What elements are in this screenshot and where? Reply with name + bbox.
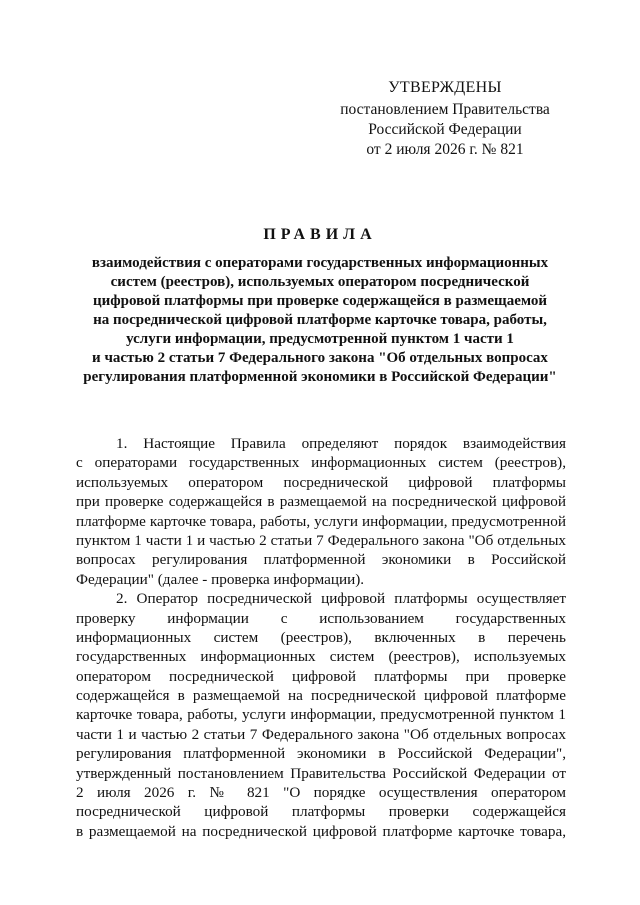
paragraph-line: проверку информации с использованием государственных: [76, 609, 566, 627]
paragraph-line: карточке товара, работы, услуги информации, предусмотренной пунктом 1: [76, 706, 566, 724]
paragraph-line: содержащейся в размещаемой на посреднической цифровой платформе: [76, 687, 566, 705]
paragraph-line: регулирования платформенной экономики в Российской Федерации",: [76, 745, 566, 763]
paragraph-line: с операторами государственных информационных систем (реестров),: [76, 454, 566, 472]
paragraph-line: оператором посреднической цифровой платформы при проверке: [76, 667, 566, 685]
paragraph-line: государственных информационных систем (реестров), используемых: [76, 648, 566, 666]
document-title: ПРАВИЛА: [263, 226, 377, 243]
subtitle-line: взаимодействия с операторами государственных информационных: [91, 255, 549, 271]
paragraph-line: информационных систем (реестров), включенных в перечень: [76, 628, 566, 646]
subtitle-line: и частью 2 статьи 7 Федерального закона "Об отдельных вопросах: [92, 350, 548, 366]
paragraph-line: посреднической цифровой платформы проверки содержащейся: [76, 803, 566, 821]
approval-line-3: от 2 июля 2026 г. № 821: [366, 141, 524, 158]
paragraph-line: утвержденный постановлением Правительства Российской Федерации от: [76, 764, 566, 782]
paragraph-2: [76, 589, 566, 841]
approval-line-1: постановлением Правительства: [340, 101, 550, 118]
subtitle-line: систем (реестров), используемых оператором посреднической: [110, 274, 530, 290]
paragraph-line: 2 июля 2026 г. № 821 "О порядке осуществления оператором: [76, 784, 566, 802]
subtitle-line: цифровой платформы при проверке содержащейся в размещаемой: [92, 293, 548, 309]
paragraph-line: части 1 и частью 2 статьи 7 Федерального закона "Об отдельных вопросах: [76, 725, 566, 743]
subtitle-line: услуги информации, предусмотренной пунктом 1 части 1: [126, 331, 514, 347]
subtitle-line: регулирования платформенной экономики в Российской Федерации": [83, 369, 557, 385]
document-body: [76, 434, 566, 841]
paragraph-line: пунктом 1 части 1 и частью 2 статьи 7 Федерального закона "Об отдельных: [76, 531, 566, 549]
paragraph-line: 2. Оператор посреднической цифровой платформы осуществляет: [116, 590, 566, 608]
approval-heading: УТВЕРЖДЕНЫ: [388, 79, 502, 96]
paragraph-line: вопросах регулирования платформенной экономики в Российской: [76, 551, 566, 569]
document-subtitle: [70, 254, 570, 387]
subtitle-line: на посреднической цифровой платформе карточке товара, работы,: [93, 312, 547, 328]
paragraph-line: Федерации" (далее - проверка информации).: [76, 570, 365, 588]
paragraph-line: в размещаемой на посреднической цифровой платформе карточке товара,: [76, 822, 566, 840]
paragraph-1: [76, 434, 566, 589]
approval-line-2: Российской Федерации: [368, 121, 522, 138]
approval-stamp: [340, 78, 550, 160]
paragraph-line: при проверке содержащейся в размещаемой на посреднической цифровой: [76, 493, 566, 511]
paragraph-line: используемых оператором посреднической цифровой платформы: [76, 473, 566, 491]
paragraph-line: платформе карточке товара, работы, услуги информации, предусмотренной: [76, 512, 566, 530]
paragraph-line: 1. Настоящие Правила определяют порядок взаимодействия: [116, 435, 566, 452]
